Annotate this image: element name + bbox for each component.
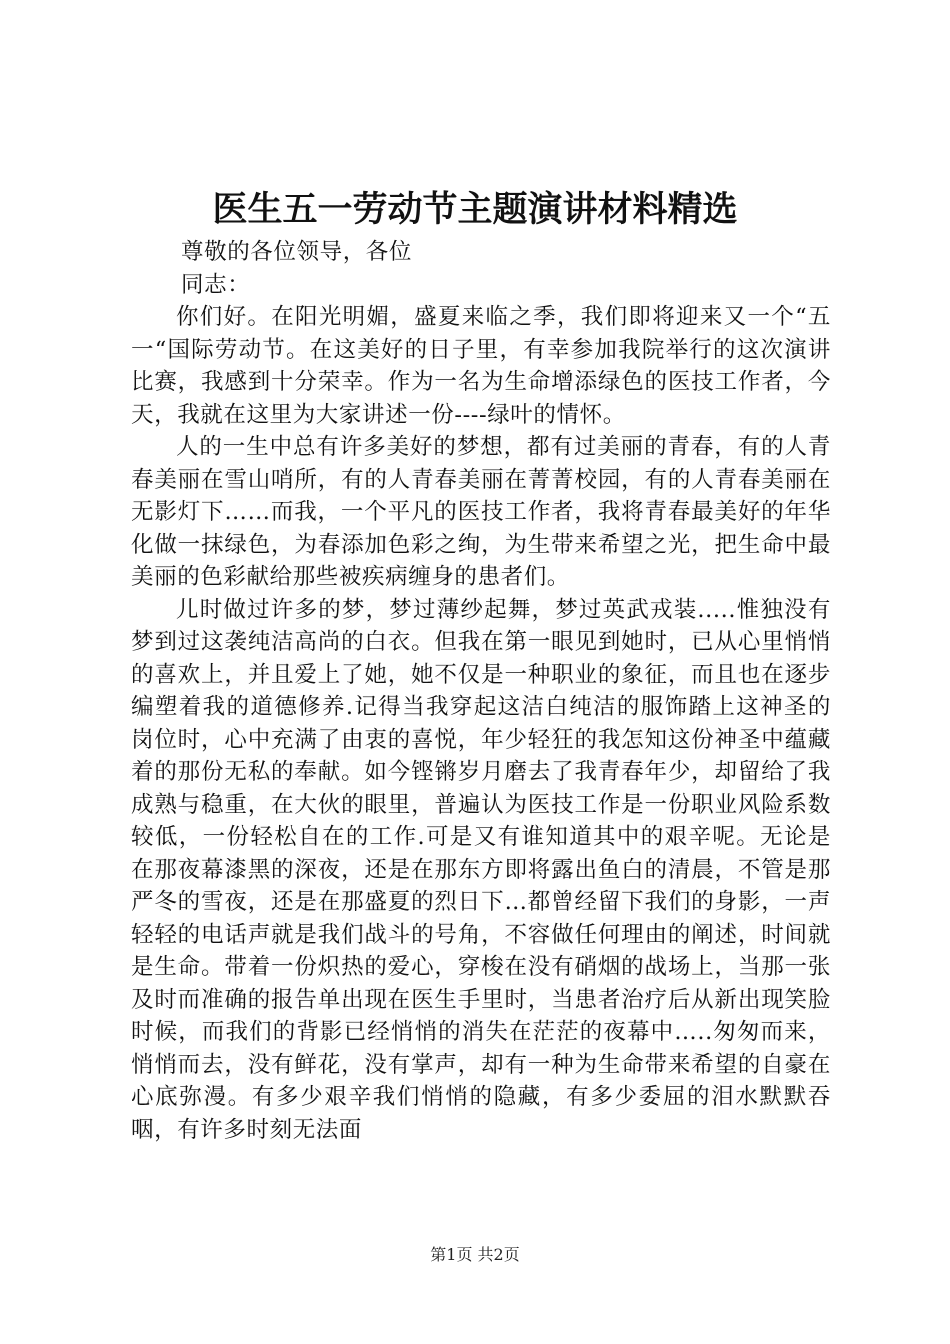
page-number-footer: 第1页 共2页: [430, 1245, 520, 1264]
paragraph-2: 人的一生中总有许多美好的梦想，都有过美丽的青春，有的人青春美丽在雪山哨所，有的人青春美丽在菁菁校园，有的人青春美丽在无影灯下……而我，一个平凡的医技工作者，我将青春最美好的年华化做一抹绿色，为春添加色彩之绚，为生带来希望之光，把生命中最美丽的色彩献给那些被疾病缠身的患者们。: [131, 434, 831, 590]
document-body: [131, 236, 831, 1146]
salutation-line-1: 尊敬的各位领导，各位: [181, 239, 413, 265]
paragraph-1: 你们好。在阳光明媚，盛夏来临之季，我们即将迎来又一个“五一“国际劳动节。在这美好的日子里，有幸参加我院举行的这次演讲比赛，我感到十分荣幸。作为一名为生命增添绿色的医技工作者，今天，我就在这里为大家讲述一份----绿叶的情怀。: [131, 304, 831, 428]
paragraph-3: 儿时做过许多的梦，梦过薄纱起舞，梦过英武戎装.....惟独没有梦到过这袭纯洁高尚的白衣。但我在第一眼见到她时，已从心里悄悄的喜欢上，并且爱上了她，她不仅是一种职业的象征，而且也在逐步编塑着我的道德修养.记得当我穿起这洁白纯洁的服饰踏上这神圣的岗位时，心中充满了由衷的喜悦，年少轻狂的我怎知这份神圣中蕴藏着的那份无私的奉献。如今铿锵岁月磨去了我青春年少，却留给了我成熟与稳重，在大伙的眼里，普遍认为医技工作是一份职业风险系数较低，一份轻松自在的工作.可是又有谁知道其中的艰辛呢。无论是在那夜幕漆黑的深夜，还是在那东方即将露出鱼白的清晨，不管是那严冬的雪夜，还是在那盛夏的烈日下…都曾经留下我们的身影，一声轻轻的电话声就是我们战斗的号角，不容做任何理由的阐述，时间就是生命。带着一份炽热的爱心，穿梭在没有硝烟的战场上，当那一张及时而准确的报告单出现在医生手里时，当患者治疗后从新出现笑脸时候，而我们的背影已经悄悄的消失在茫茫的夜幕中…..匆匆而来，悄悄而去，没有鲜花，没有掌声，却有一种为生命带来希望的自豪在心底弥漫。有多少艰辛我们悄悄的隐藏，有多少委屈的泪水默默吞咽，有许多时刻无法面: [131, 596, 831, 1143]
document-title: 医生五一劳动节主题演讲材料精选: [212, 189, 738, 230]
salutation-line-2: 同志：: [181, 271, 251, 298]
